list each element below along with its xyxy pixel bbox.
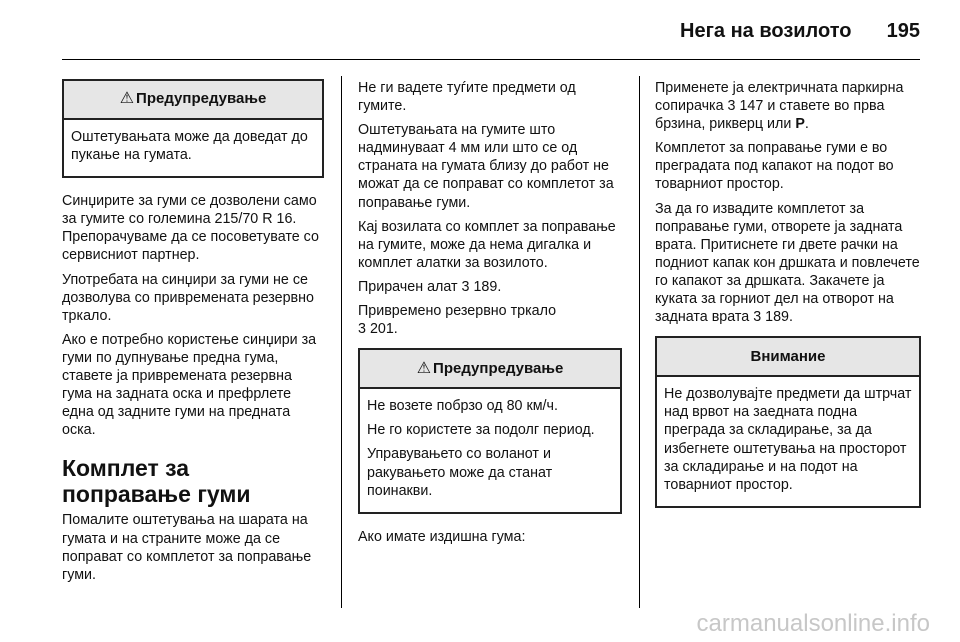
paragraph: Оштетувањата на гумите што надминуваат 4 мм или што се од страната на гумата близу до работ не можат да се поправат со комплетот за поправање гуми. (358, 122, 614, 211)
notice-text: Не дозволувајте предмети да штрчат над врвот на заедната подна преграда за складирање, за да избегнете оштетувања на просторот за складирање и на подот на товарниот простор. (664, 386, 912, 493)
warning-box (358, 348, 622, 513)
reference-text: Прирачен алат (358, 278, 458, 295)
paragraph: Комплетот за поправање гуми е во преградата под капакот на подот во товарниот простор. (655, 140, 894, 193)
paragraph: Употребата на синџири за гуми не се дозволува со привремената резервно тркало. (62, 271, 314, 324)
paragraph: Не ги вадете туѓите предмети од гумите. (358, 80, 576, 115)
notice-box (655, 336, 921, 508)
page-number: 195 (886, 20, 920, 42)
reference-text: Привремено резервно тркало (358, 303, 557, 320)
header-rule (62, 59, 920, 60)
warning-box-body (64, 120, 322, 176)
punctuation: . (804, 116, 809, 133)
page-reference-icon: 3 (358, 321, 366, 338)
warning-triangle-icon: ⚠ (119, 90, 135, 108)
column-divider-2 (639, 76, 640, 608)
paragraph: Ако е потребно користење синџири за гуми по дупнување предна гума, ставете ја привремената резервна гума на задната оска и префрлете една од задните гуми на предната оска. (62, 331, 317, 439)
reference-page: 189. (765, 309, 793, 326)
page-reference-icon: 3 (727, 98, 736, 115)
notice-box-body (657, 377, 919, 506)
column-3 (655, 79, 921, 522)
reference-spare-wheel (358, 302, 622, 338)
warning-box (62, 79, 324, 178)
reference-page: 201. (369, 321, 398, 338)
warning-triangle-icon: ⚠ (416, 359, 432, 377)
watermark: carmanualsonline.info (696, 610, 930, 637)
paragraph: Ако имате издишна гума: (358, 528, 526, 545)
paragraph-parking-brake (655, 79, 921, 133)
reference-page: 189. (473, 278, 502, 295)
reference-page: 147 (739, 98, 764, 115)
column-divider-1 (341, 76, 342, 608)
section-heading: Комплет за поправање гуми (62, 455, 251, 508)
warning-line: Не возете побрзо од 80 км/ч. (367, 398, 558, 415)
warning-line: Управувањето со воланот и ракувањето може да станат поинакви. (367, 446, 553, 499)
paragraph: Синџирите за гуми се дозволени само за гумите со големина 215/70 R 16. Препорачуваме да се посоветувате со сервисниот партнер. (62, 193, 319, 264)
paragraph: Кај возилата со комплет за поправање на гумите, може да нема дигалка и комплет алатки за возилото. (358, 218, 616, 271)
column-2 (358, 79, 622, 552)
running-title: Нега на возилото (680, 20, 852, 42)
paragraph-text: За да го извадите комплетот за поправање гуми, отворете ја задната врата. Притиснете ги двете рачки на подниот капак кон дршката и повлечете го капакот за дршката. Закачете ја куката за горниот дел на отворот на задната врата (655, 200, 920, 326)
warning-text: Оштетувањата може да доведат до пукање на гумата. (71, 129, 308, 164)
warning-box-body (360, 389, 620, 511)
paragraph-text: Применете ја електричната паркирна сопирачка (655, 80, 904, 115)
column-1 (62, 79, 324, 590)
page-reference-icon: 3 (461, 278, 470, 295)
warning-title: Предупредување (136, 90, 267, 108)
reference-tools (358, 278, 622, 296)
warning-line: Не го користете за подолг период. (367, 422, 595, 439)
warning-title: Предупредување (433, 359, 564, 377)
notice-title: Внимание (750, 347, 826, 365)
warning-box-header (64, 81, 322, 120)
page-reference-icon: 3 (753, 309, 762, 326)
gear-p-label: P (795, 116, 805, 133)
paragraph: Помалите оштетувања на шарата на гумата и на страните може да се поправат со комплетот за поправање гуми. (62, 512, 312, 583)
notice-box-header (657, 338, 919, 377)
paragraph-remove-kit (655, 200, 921, 327)
paragraph-text: и ставете во прва брзина, рикверц или (655, 98, 885, 133)
warning-box-header (360, 350, 620, 389)
